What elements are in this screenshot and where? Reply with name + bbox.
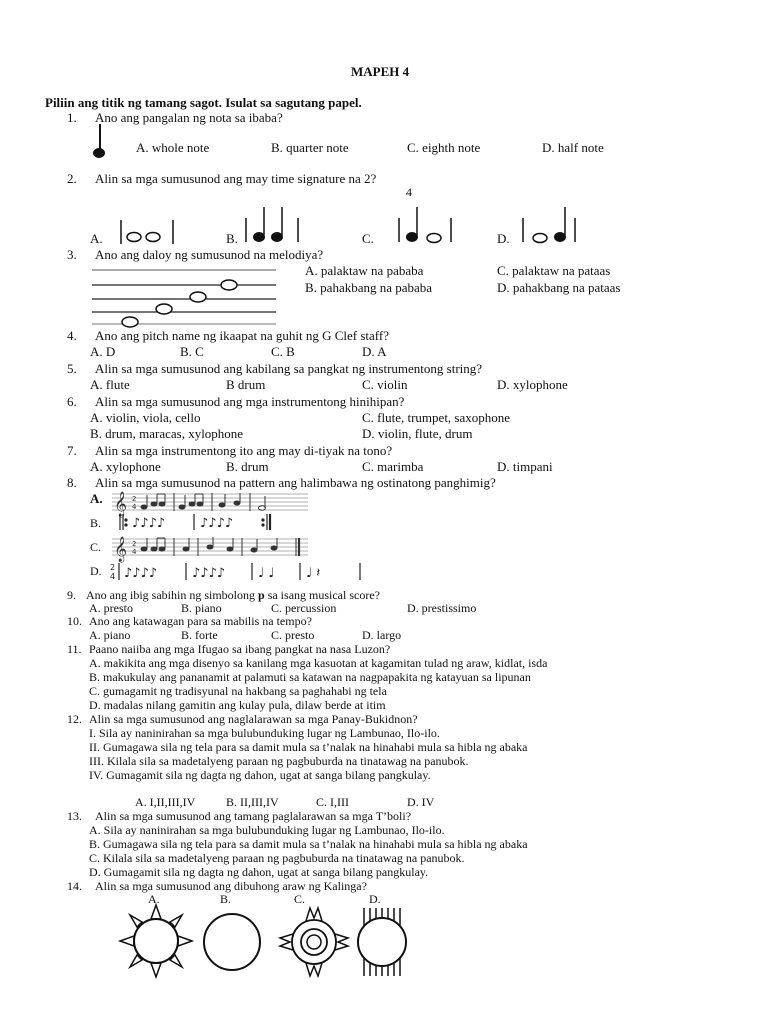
sun-with-spikes-icon (118, 903, 194, 979)
q5-choice-a: A. flute (90, 377, 130, 392)
q1-choice-a: A. whole note (136, 140, 210, 155)
q11-choice-d: D. madalas nilang gamitin ang kulay pula, dilaw berde at itim (89, 698, 386, 712)
q3-number: 3. (67, 247, 77, 262)
plain-circle-sun-icon (200, 910, 264, 974)
q10-choice-b: B. forte (181, 628, 218, 642)
sun-with-vertical-rays-icon (350, 904, 414, 980)
q14-choice-b: B. (220, 892, 232, 906)
q11-choice-b: B. makukulay ang pananamit at palamuti sa katawan na nagpapakita ng katayuan sa lipunan (89, 670, 531, 684)
svg-text:4: 4 (110, 572, 116, 581)
svg-text:4: 4 (132, 548, 137, 556)
q12-choice-b: B. II,III,IV (226, 795, 279, 809)
q5-number: 5. (67, 361, 77, 376)
q11-choice-a: A. makikita ang mga disenyo sa kanilang mga kasuotan at kagamitan tulad ng araw, kidlat, isda (89, 656, 548, 670)
q13-choice-b: B. Gumagawa sila ng tela para sa damit mula sa t’nalak na hinahabi mula sa hibla ng abaka (89, 837, 528, 851)
q14-choice-d: D. (369, 892, 381, 906)
q8-number: 8. (67, 475, 77, 490)
q9-number: 9. (67, 588, 76, 602)
q7-choice-b: B. drum (226, 459, 269, 474)
q3-choice-c: C. palaktaw na pataas (497, 263, 611, 278)
q4-choice-a: A. D (90, 344, 116, 359)
q7-choice-d: D. timpani (497, 459, 553, 474)
q10-choice-c: C. presto (271, 628, 315, 642)
q6-choice-d: D. violin, flute, drum (362, 426, 473, 441)
q13-choice-c: C. Kilala sila sa madetalyeng paraan ng pagbuburda na tinatawag na panubok. (89, 851, 465, 865)
q3-choice-b: B. pahakbang na pababa (305, 280, 433, 295)
q2-choice-d: D. (497, 231, 510, 246)
q3-text: Ano ang daloy ng sumusunod na melodiya? (95, 247, 324, 262)
q5-choice-c: C. violin (362, 377, 408, 392)
q1-text: Ano ang pangalan ng nota sa ibaba? (95, 110, 283, 125)
svg-text:♪♪♪♪: ♪♪♪♪ (132, 516, 166, 531)
svg-text:♪♪♪♪: ♪♪♪♪ (192, 566, 226, 581)
q2-choice-a: A. (90, 231, 103, 246)
q6-choice-c: C. flute, trumpet, saxophone (362, 410, 511, 425)
q9-choice-c: C. percussion (271, 601, 337, 615)
q9-symbol-p: p (258, 588, 265, 602)
q5-choice-b: B drum (226, 377, 266, 392)
svg-text:♩ ♩: ♩ ♩ (258, 566, 275, 581)
svg-text:4: 4 (132, 503, 137, 511)
q12-choice-d: D. IV (407, 795, 435, 809)
q12-statement-iv: IV. Gumagamit sila ng dagta ng dahon, ugat at sanga bilang pangkulay. (89, 768, 431, 782)
q8-choice-d: D. (90, 564, 102, 578)
q1-choice-c: C. eighth note (407, 140, 481, 155)
q8-choice-b: B. (90, 516, 102, 530)
q4-number: 4. (67, 328, 77, 343)
q10-choice-d: D. largo (362, 628, 402, 642)
q7-number: 7. (67, 443, 77, 458)
q14-number: 14. (67, 879, 82, 893)
q1-choice-b: B. quarter note (271, 140, 349, 155)
q4-choice-d: D. A (362, 344, 387, 359)
svg-text:2: 2 (110, 563, 116, 572)
q5-choice-d: D. xylophone (497, 377, 568, 392)
q13-choice-d: D. Gumagamit sila ng dagta ng dahon, ugat at sanga bilang pangkulay. (89, 865, 429, 879)
q2-text: Alin sa mga sumusunod ang may time signature na 2? (95, 171, 377, 186)
svg-text:♪♪♪♪: ♪♪♪♪ (124, 566, 158, 581)
sun-with-rings-icon (276, 904, 352, 980)
q2-number: 2. (67, 171, 77, 186)
q9-text-part2: sa isang musical score? (264, 588, 380, 602)
q10-choice-a: A. piano (89, 628, 131, 642)
q12-choice-c: C. I,III (316, 795, 349, 809)
q2-measure-a-icon (118, 218, 178, 248)
q2-measure-b-icon (243, 204, 303, 246)
q6-choice-b: B. drum, maracas, xylophone (90, 426, 244, 441)
melody-staff-icon (92, 262, 282, 332)
svg-text:2: 2 (132, 495, 137, 503)
q5-text: Alin sa mga sumusunod ang kabilang sa pangkat ng instrumentong string? (95, 361, 483, 376)
q9-choice-b: B. piano (181, 601, 222, 615)
q11-number: 11. (67, 642, 82, 656)
quarter-note-icon (90, 122, 110, 162)
svg-text:♩ 𝄽: ♩ 𝄽 (306, 566, 321, 581)
q11-text: Paano naiiba ang mga Ifugao sa ibang pangkat na nasa Luzon? (89, 642, 391, 656)
q8-pattern-b-rhythm-icon (118, 512, 288, 532)
q2-choice-b: B. (226, 231, 238, 246)
q12-statement-i: I. Sila ay naninirahan sa mga bulubunduking lugar ng Lambunao, Ilo-ilo. (89, 726, 440, 740)
q8-pattern-d-rhythm-icon (110, 560, 370, 582)
q6-choice-a: A. violin, viola, cello (90, 410, 201, 425)
q2-measure-c-icon (396, 204, 456, 246)
q2-choice-c: C. (362, 231, 374, 246)
q3-choice-d: D. pahakbang na pataas (497, 280, 621, 295)
q12-statement-ii: II. Gumagawa sila ng tela para sa damit mula sa t’nalak na hinahabi mula sa hibla ng abaka (89, 740, 528, 754)
q12-statement-iii: III. Kilala sila sa madetalyeng paraan ng pagbuburda na tinatawag na panubok. (89, 754, 469, 768)
q13-choice-a: A. Sila ay naninirahan sa mga bulubunduking lugar ng Lambunao, Ilo-ilo. (89, 823, 445, 837)
q8-choice-c: C. (90, 540, 102, 554)
q2-time-signature-denominator: 4 (406, 185, 412, 199)
svg-text:2: 2 (132, 540, 137, 548)
q1-number: 1. (67, 110, 77, 125)
q9-choice-a: A. presto (89, 601, 133, 615)
q7-text: Alin sa mga instrumentong ito ang may di-tiyak na tono? (95, 443, 393, 458)
svg-text:𝄞: 𝄞 (114, 537, 128, 562)
svg-text:𝄞: 𝄞 (114, 492, 128, 517)
q4-choice-c: C. B (271, 344, 295, 359)
q9-text-part1: Ano ang ibig sabihin ng simbolong (86, 588, 258, 602)
q8-text: Alin sa mga sumusunod na pattern ang halimbawa ng ostinatong panghimig? (95, 475, 496, 490)
q14-text: Alin sa mga sumusunod ang dibuhong araw ng Kalinga? (95, 879, 367, 893)
q14-choice-a: A. (148, 892, 160, 906)
instructions: Piliin ang titik ng tamang sagot. Isulat sa sagutang papel. (45, 95, 362, 110)
q12-choice-a: A. I,II,III,IV (135, 795, 196, 809)
q11-choice-c: C. gumagamit ng tradisyunal na hakbang sa paghahabi ng tela (89, 684, 387, 698)
page-title: MAPEH 4 (351, 64, 410, 79)
q14-choice-c: C. (294, 892, 306, 906)
q4-text: Ano ang pitch name ng ikaapat na guhit ng G Clef staff? (95, 328, 389, 343)
q9-choice-d: D. prestissimo (407, 601, 477, 615)
q4-choice-b: B. C (180, 344, 204, 359)
q10-number: 10. (67, 614, 82, 628)
q8-choice-a: A. (90, 491, 103, 506)
q7-choice-a: A. xylophone (90, 459, 161, 474)
q6-number: 6. (67, 394, 77, 409)
q2-measure-d-icon (520, 204, 580, 246)
q1-choice-d: D. half note (542, 140, 604, 155)
q13-text: Alin sa mga sumusunod ang tamang paglalarawan sa mga T’boli? (95, 809, 412, 823)
q13-number: 13. (67, 809, 82, 823)
q8-pattern-c-staff-icon (112, 535, 312, 561)
q12-number: 12. (67, 712, 82, 726)
q3-choice-a: A. palaktaw na pababa (305, 263, 424, 278)
q7-choice-c: C. marimba (362, 459, 424, 474)
q12-text: Alin sa mga sumusunod ang naglalarawan sa mga Panay-Bukidnon? (89, 712, 418, 726)
q10-text: Ano ang katawagan para sa mabilis na tempo? (89, 614, 312, 628)
svg-text:♪♪♪♪: ♪♪♪♪ (200, 516, 234, 531)
q6-text: Alin sa mga sumusunod ang mga instrumentong hinihipan? (95, 394, 405, 409)
